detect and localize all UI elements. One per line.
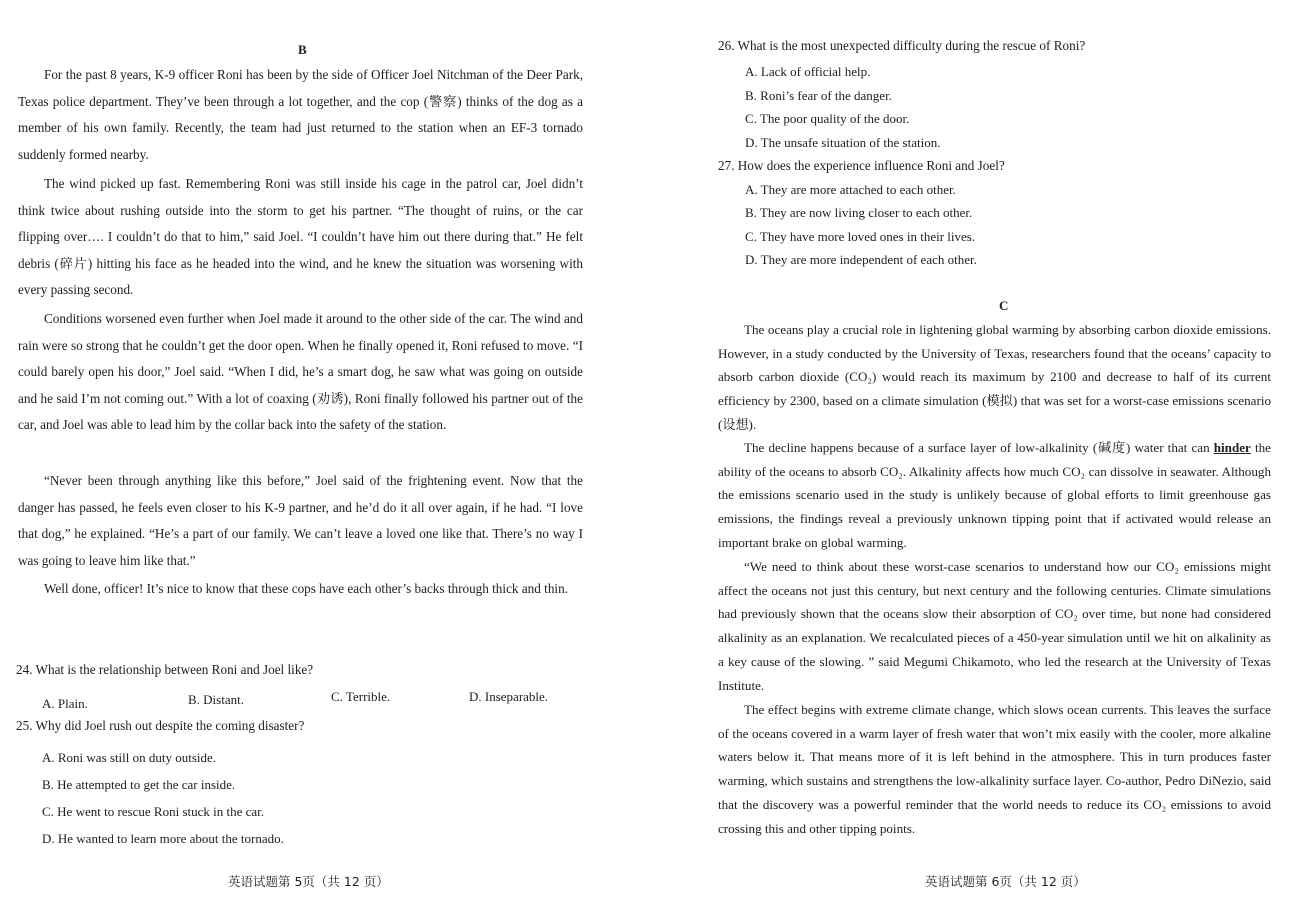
passage-c-paragraph-2-end: the ability of the oceans to absorb CO₂. Alkalinity affects how much CO₂ can dissolve in seawater. Although the emissions scenario used in the study is unlikely because of global efforts to limit greenhouse gas emissions, the findings reveal a previously unknown tipping point that if activated would release an important brake on global warming. (718, 440, 1271, 550)
page-footer-left: 英语试题第 5页（共 12 页） (228, 874, 389, 889)
question-24-option-d[interactable]: D. Inseparable. (469, 689, 549, 704)
question-26-option-d[interactable]: D. The unsafe situation of the station. (745, 135, 941, 150)
question-26-option-a[interactable]: A. Lack of official help. (745, 64, 871, 79)
question-27-option-a[interactable]: A. They are more attached to each other. (745, 182, 956, 197)
question-25-option-d[interactable]: D. He wanted to learn more about the tornado. (42, 831, 284, 846)
passage-c-paragraph-3: “We need to think about these worst-case scenarios to understand how our CO₂ emissions might affect the oceans not just this century, but next century and the following centuries. Climate simulations had previously shown that the oceans slow their absorption of CO₂ over time, but none had considered alkalinity as an explanation. We recalculated pieces of a 450-year simulation until we hit on alkalinity as a key cause of the slowing. ” said Megumi Chikamoto, who led the research at the University of Texas Institute. (718, 559, 1271, 693)
question-26-option-c[interactable]: C. The poor quality of the door. (745, 111, 910, 126)
question-25-stem: 25. Why did Joel rush out despite the coming disaster? (16, 718, 305, 733)
question-25-option-b[interactable]: B. He attempted to get the car inside. (42, 777, 236, 792)
question-26-stem: 26. What is the most unexpected difficulty during the rescue of Roni? (718, 38, 1086, 53)
question-26-option-b[interactable]: B. Roni’s fear of the danger. (745, 88, 892, 103)
underlined-word-hinder: hinder (1213, 440, 1251, 455)
question-27-option-d[interactable]: D. They are more independent of each other. (745, 252, 977, 267)
passage-b-paragraph-2: The wind picked up fast. Remembering Roni was still inside his cage in the patrol car, Joel didn’t think twice about rushing outside into the storm to get his partner. “The thought of ruins, or the car flipping over…. I couldn’t do that to him,” said Joel. “I couldn’t have him out there during that.” He felt debris (碎片) hitting his face as he headed into the wind, and he knew the situation was worsening with every passing second. (18, 176, 583, 297)
left-page (0, 0, 640, 900)
question-24-option-c[interactable]: C. Terrible. (331, 689, 391, 704)
page-footer-right: 英语试题第 6页（共 12 页） (925, 874, 1086, 889)
question-24-option-a[interactable]: A. Plain. (42, 696, 88, 711)
passage-b-paragraph-4: “Never been through anything like this before,” Joel said of the frightening event. Now that the danger has passed, he feels even closer to his K-9 partner, and he’d do it all over again, if he had. “I love that dog,” he explained. “He’s a part of our family. We can’t leave a loved one like that. There’s no way I was going to leave him like that.” (18, 473, 583, 568)
passage-b-paragraph-5: Well done, officer! It’s nice to know that these cops have each other’s backs through thick and thin. (44, 581, 568, 596)
passage-c-paragraph-1: The oceans play a crucial role in lightening global warming by absorbing carbon dioxide emissions. However, in a study conducted by the University of Texas, researchers found that the oceans’ capacity to absorb carbon dioxide (CO₂) would reach its maximum by 2100 and decrease to half of its current efficiency by 2300, based on a climate simulation (模拟) that was set for a worst-case emissions scenario (设想). (718, 322, 1271, 432)
question-27-option-b[interactable]: B. They are now living closer to each other. (745, 205, 973, 220)
question-25-option-a[interactable]: A. Roni was still on duty outside. (42, 750, 217, 765)
passage-c-paragraph-2 (718, 436, 1271, 555)
passage-b-paragraph-1: For the past 8 years, K-9 officer Roni has been by the side of Officer Joel Nitchman of the Deer Park, Texas police department. They’ve been through a lot together, and the cop (警察) thinks of the dog as a member of his own family. Recently, the team had just returned to the station when an EF-3 tornado suddenly formed nearby. (18, 67, 583, 162)
section-title-c: C (999, 298, 1009, 313)
right-page (640, 0, 1307, 900)
question-24-option-b[interactable]: B. Distant. (188, 692, 244, 707)
passage-b-paragraph-3: Conditions worsened even further when Joel made it around to the other side of the car. The wind and rain were so strong that he couldn’t get the door open. When he finally opened it, Roni refused to move. “I could barely open his door,” Joel said. “When I did, he’s a smart dog, he saw what was going on outside and he said I’m not coming out.” With a lot of coaxing (劝诱), Roni finally followed his partner out of the car, and Joel was able to lead him by the collar back into the safety of the station. (18, 311, 583, 432)
passage-c-paragraph-4: The effect begins with extreme climate change, which slows ocean currents. This leaves the surface of the oceans covered in a warm layer of fresh water that won’t mix easily with the cooler, more alkaline waters below it. That means more of it is left behind in the atmosphere. This in turn produces faster warming, which sustains and strengthens the low-alkalinity surface layer. Co-author, Pedro DiNezio, said that the discovery was a powerful reminder that the world needs to reduce its CO₂ emissions to avoid crossing this and other tipping points. (718, 702, 1271, 836)
section-title-b: B (298, 42, 307, 57)
question-24-stem: 24. What is the relationship between Roni and Joel like? (16, 662, 314, 677)
question-25-option-c[interactable]: C. He went to rescue Roni stuck in the car. (42, 804, 265, 819)
question-27-option-c[interactable]: C. They have more loved ones in their lives. (745, 229, 976, 244)
question-27-stem: 27. How does the experience influence Roni and Joel? (718, 158, 1005, 173)
passage-c-paragraph-2-start: The decline happens because of a surface layer of low-alkalinity (碱度) water that can (744, 440, 1214, 455)
